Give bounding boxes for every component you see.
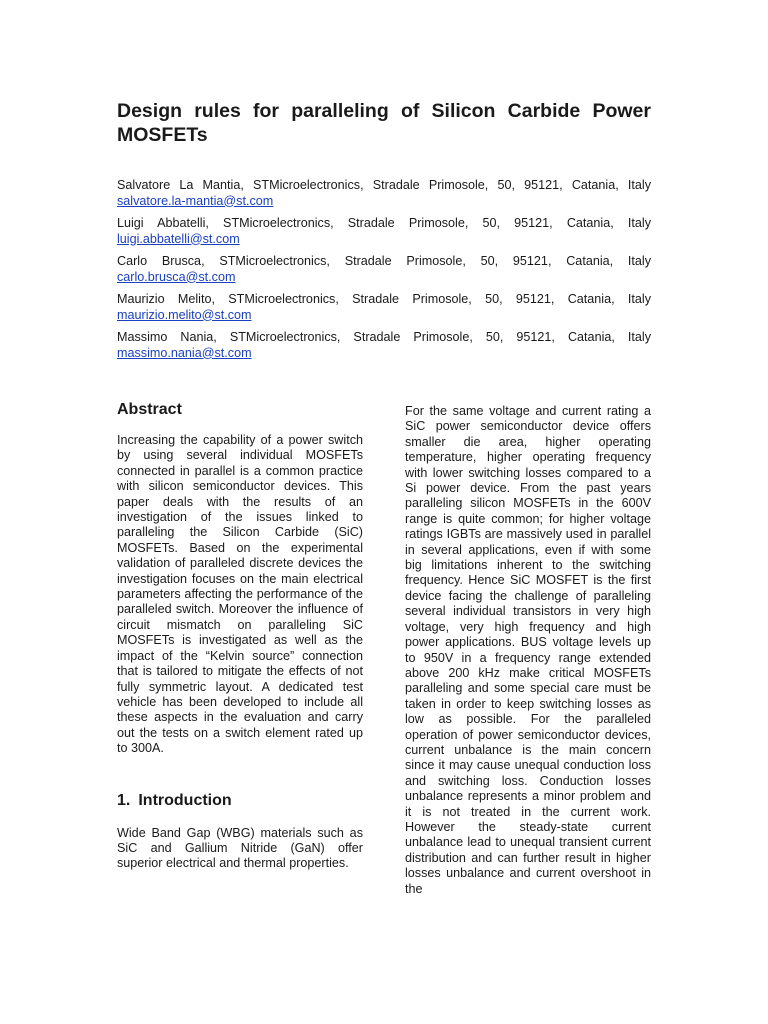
section-title: Introduction	[138, 791, 232, 809]
left-column	[117, 400, 363, 872]
author-affiliation: Carlo Brusca, STMicroelectronics, Stradale Primosole, 50, 95121, Catania, Italy	[117, 254, 651, 268]
introduction-text: Wide Band Gap (WBG) materials such as SiC and Gallium Nitride (GaN) offer superior electrical and thermal properties.	[117, 825, 363, 871]
author-email-link[interactable]: maurizio.melito@st.com	[117, 307, 252, 322]
body-paragraph: For the same voltage and current rating a SiC power semiconductor device offers smaller die area, higher operating temperature, higher operating frequency with lower switching losses compared to a Si power device. From the past years paralleling silicon MOSFETs in the 600V range is quite common; for higher voltage ratings IGBTs are massively used in parallel in several applications, even if with some big limitations inherent to the switching frequency. Hence SiC MOSFET is the first device facing the challenge of paralleling several individual transistors in very high voltage, very high frequency and high power applications. BUS voltage levels up to 950V in a frequency range extended above 200 kHz make critical MOSFETs paralleling and some special care must be taken in order to keep switching losses as low as possible. For the paralleled operation of power semiconductor devices, current unbalance is the main concern since it may cause unequal conduction loss and switching loss. Conduction losses unbalance represents a minor problem and it is not treated in the current work. However the steady-state current unbalance lead to unequal transient current distribution and can further result in higher losses unbalance and current overshoot in the	[405, 404, 651, 896]
author-email-link[interactable]: salvatore.la-mantia@st.com	[117, 193, 274, 208]
author-affiliation: Maurizio Melito, STMicroelectronics, Stradale Primosole, 50, 95121, Catania, Italy	[117, 292, 651, 306]
author-email-link[interactable]: massimo.nania@st.com	[117, 345, 252, 360]
abstract-text: Increasing the capability of a power switch by using several individual MOSFETs connected in parallel is a common practice with silicon semiconductor devices. This paper deals with the results of an investigation of the issues linked to paralleling the Silicon Carbide (SiC) MOSFETs. Based on the experimental validation of paralleled discrete devices the investigation focuses on the main electrical parameters affecting the performance of the paralleled switch. Moreover the influence of circuit mismatch on paralleling SiC MOSFETs is investigated as well as the impact of the “Kelvin source” connection that is tailored to mitigate the effects of not fully symmetric layout. A dedicated test vehicle has been developed to include all these aspects in the evaluation and carry out the tests on a switch element rated up to 300A.	[117, 433, 363, 756]
author-entry	[117, 254, 651, 285]
author-entry	[117, 178, 651, 209]
paper-title: Design rules for paralleling of Silicon Carbide Power MOSFETs	[117, 100, 651, 146]
right-column	[405, 404, 651, 897]
author-affiliation: Salvatore La Mantia, STMicroelectronics, Stradale Primosole, 50, 95121, Catania, Italy	[117, 178, 651, 192]
author-entry	[117, 216, 651, 247]
author-entry	[117, 292, 651, 323]
author-affiliation: Massimo Nania, STMicroelectronics, Stradale Primosole, 50, 95121, Catania, Italy	[117, 330, 651, 344]
abstract-heading: Abstract	[117, 401, 182, 418]
author-affiliation: Luigi Abbatelli, STMicroelectronics, Stradale Primosole, 50, 95121, Catania, Italy	[117, 216, 651, 230]
section-number: 1.	[117, 791, 131, 809]
author-list	[117, 178, 651, 368]
introduction-heading	[117, 791, 363, 811]
author-email-link[interactable]: luigi.abbatelli@st.com	[117, 231, 240, 246]
author-entry	[117, 330, 651, 361]
author-email-link[interactable]: carlo.brusca@st.com	[117, 269, 236, 284]
